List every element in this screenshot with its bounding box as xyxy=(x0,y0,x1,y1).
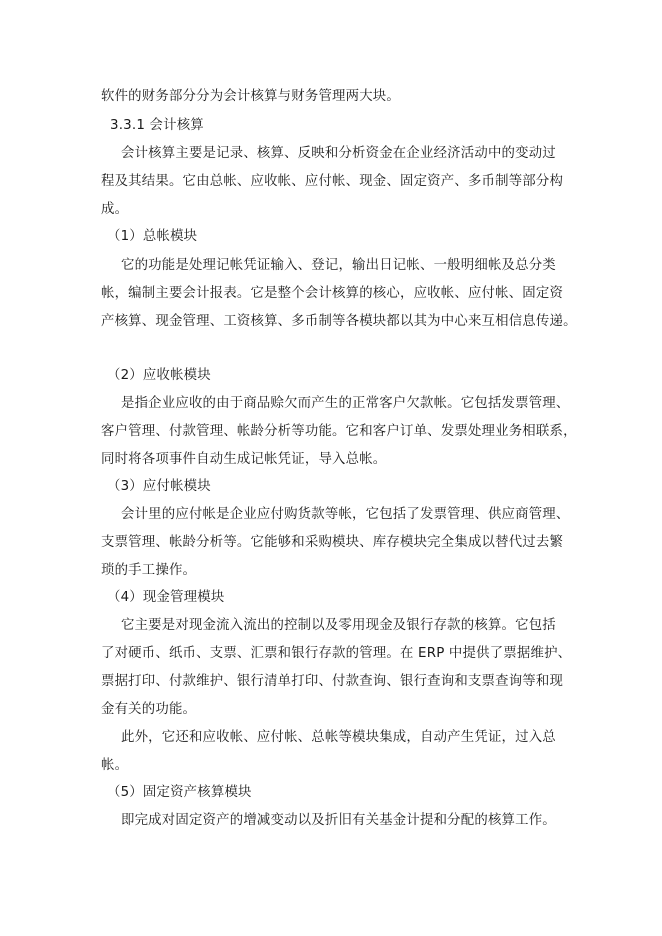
section-title: 3.3.1 会计核算 xyxy=(110,118,204,133)
module-para-line: 金有关的功能。 xyxy=(101,702,197,717)
module-para-line: 票据打印、付款维护、银行清单打印、付款查询、银行查询和支票查询等和现 xyxy=(101,674,564,689)
module-para-line: 帐。 xyxy=(101,758,129,773)
module-para-line: 同时将各项事件自动生成记帐凭证，导入总帐。 xyxy=(101,452,387,467)
module-heading: （3）应付帐模块 xyxy=(107,479,211,494)
section-para-line: 程及其结果。它由总帐、应收帐、应付帐、现金、固定资产、多币制等部分构 xyxy=(101,174,564,189)
module-para-line: 帐，编制主要会计报表。它是整个会计核算的核心，应收帐、应付帐、固定资 xyxy=(101,286,564,301)
module-para-line: 产核算、现金管理、工资核算、多币制等各模块都以其为中心来互相信息传递。 xyxy=(101,314,577,329)
module-para-line: 支票管理、帐龄分析等。它能够和采购模块、库存模块完全集成以替代过去繁 xyxy=(101,535,564,550)
module-para-line: 是指企业应收的由于商品赊欠而产生的正常客户欠款帐。它包括发票管理、 xyxy=(121,396,570,411)
module-para-line: 它主要是对现金流入流出的控制以及零用现金及银行存款的核算。它包括 xyxy=(121,618,556,633)
module-heading: （4）现金管理模块 xyxy=(107,590,225,605)
section-para-line: 成。 xyxy=(101,202,129,217)
section-para-line: 会计核算主要是记录、核算、反映和分析资金在企业经济活动中的变动过 xyxy=(121,146,556,161)
module-heading: （1）总帐模块 xyxy=(107,229,198,244)
module-para-line: 了对硬币、纸币、支票、汇票和银行存款的管理。在 ERP 中提供了票据维护、 xyxy=(101,646,572,661)
module-para-line: 它的功能是处理记帐凭证输入、登记，输出日记帐、一般明细帐及总分类 xyxy=(121,258,556,273)
module-para-line: 客户管理、付款管理、帐龄分析等功能。它和客户订单、发票处理业务相联系， xyxy=(101,424,577,439)
module-para-line: 会计里的应付帐是企业应付购货款等帐，它包括了发票管理、供应商管理、 xyxy=(121,507,570,522)
module-para-line: 即完成对固定资产的增减变动以及折旧有关基金计提和分配的核算工作。 xyxy=(121,813,556,828)
module-heading: （5）固定资产核算模块 xyxy=(107,785,252,800)
intro-line: 软件的财务部分分为会计核算与财务管理两大块。 xyxy=(101,89,400,104)
module-para-line: 琐的手工操作。 xyxy=(101,563,197,578)
module-heading: （2）应收帐模块 xyxy=(107,368,211,383)
module-para-line: 此外，它还和应收帐、应付帐、总帐等模块集成，自动产生凭证，过入总 xyxy=(121,730,556,745)
